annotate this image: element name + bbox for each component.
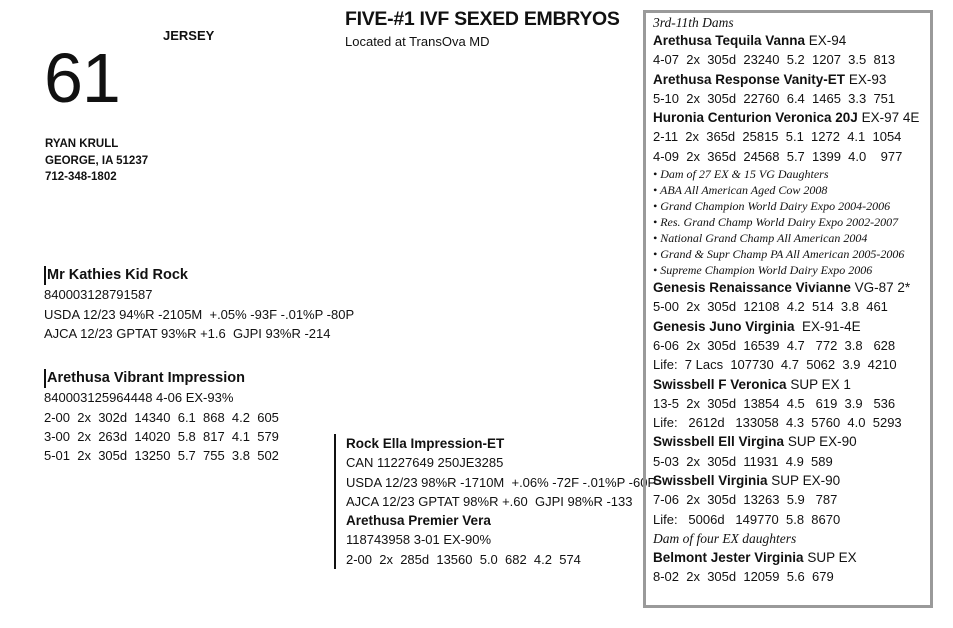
dam-block [44,369,279,465]
production-record: 4-07 2x 305d 23240 5.2 1207 3.5 813 [653,52,896,68]
ancestor-dam-classification: EX-97 4E [857,110,920,126]
dam-honor-note: • National Grand Champ All American 2004 [653,231,868,246]
ancestor-dam-name [653,317,930,336]
lot-title: FIVE-#1 IVF SEXED EMBRYOS [345,8,620,30]
ancestor-dam-name [653,108,930,127]
ancestor-dam-name [653,432,930,451]
ancestor-dam-classification: SUP EX [803,549,857,565]
ancestor-dam-classification: SUP EX 1 [786,376,851,392]
maternal-sire-name: Rock Ella Impression-ET [346,436,505,451]
maternal-dam-name: Arethusa Premier Vera [346,513,491,529]
maternal-sire-reg: CAN 11227649 250JE3285 [346,455,504,471]
ancestor-dam-name-text: Belmont Jester Virginia [653,549,804,565]
ancestor-dam-classification: EX-91-4E [794,318,861,334]
ancestor-dam-name-text: Swissbell Virginia [653,473,768,489]
ancestor-dam-classification: VG-87 2* [850,280,911,296]
production-record: Life: 5006d 149770 5.8 8670 [653,511,841,527]
consignor-block [45,136,148,186]
dam-honor-note: • Grand Champion World Dairy Expo 2004-2006 [653,199,891,214]
sire-usda-proof: USDA 12/23 94%R -2105M +.05% -93F -.01%P -80P [44,306,355,322]
ancestor-dam-name-text: Arethusa Tequila Vanna [653,33,806,48]
ancestor-dam-name-text: Genesis Juno Virginia [653,318,795,334]
dam-honor-note: • Res. Grand Champ World Dairy Expo 2002-2007 [653,215,899,230]
dam-honor-note: • ABA All American Aged Cow 2008 [653,183,828,198]
production-record: Life: 7 Lacs 107730 4.7 5062 3.9 4210 [653,357,897,373]
maternal-sire-ajca: AJCA 12/23 GPTAT 98%R +.60 GJPI 98%R -133 [346,493,633,509]
dams-list [653,31,930,587]
production-record: 5-10 2x 305d 22760 6.4 1465 3.3 751 [653,90,896,106]
ancestor-dam-classification: SUP EX-90 [784,434,857,450]
ancestor-dam-name-text: Swissbell Ell Virgina [653,434,785,450]
sire-ajca-proof: AJCA 12/23 GPTAT 93%R +1.6 GJPI 93%R -214 [44,325,331,341]
dam-record: 3-00 2x 263d 14020 5.8 817 4.1 579 [44,428,279,444]
ancestor-dam-classification: SUP EX-90 [767,473,841,489]
consignor-phone: 712-348-1802 [45,171,117,183]
ancestor-dam-name [653,70,930,89]
ancestor-dam-name-text: Arethusa Response Vanity-ET [653,71,846,87]
maternal-dam-record: 2-00 2x 285d 13560 5.0 682 4.2 574 [346,551,581,567]
ancestor-dam-name [653,471,930,490]
production-record: 6-06 2x 305d 16539 4.7 772 3.8 628 [653,337,896,353]
sire-block [44,266,354,343]
ancestor-dam-name [653,278,930,297]
ancestor-dam-name-text: Huronia Centurion Veronica 20J [653,110,858,126]
ancestor-dam-classification: EX-93 [845,71,887,87]
dam-record: 2-00 2x 302d 14340 6.1 868 4.2 605 [44,409,279,425]
dam-remark: Dam of four EX daughters [653,530,797,546]
dam-honor-note: • Dam of 27 EX & 15 VG Daughters [653,167,829,182]
sire-name: Mr Kathies Kid Rock [44,266,354,285]
lot-location: Located at TransOva MD [345,34,490,49]
breed-label: JERSEY [163,28,215,43]
maternal-block [334,434,656,569]
dams-box [643,10,933,608]
dam-record: 5-01 2x 305d 13250 5.7 755 3.8 502 [44,448,279,464]
production-record: 5-00 2x 305d 12108 4.2 514 3.8 461 [653,299,888,315]
production-record: 2-11 2x 365d 25815 5.1 1272 4.1 1054 [653,129,902,145]
dam-reg-number: 840003125964448 4-06 EX-93% [44,390,234,406]
sire-reg-number: 840003128791587 [44,287,153,303]
maternal-dam-reg: 118743958 3-01 EX-90% [346,532,492,548]
dams-box-heading: 3rd-11th Dams [653,15,734,30]
lot-number: 61 [44,39,120,117]
production-record: 4-09 2x 365d 24568 5.7 1399 4.0 977 [653,148,903,164]
production-record: 8-02 2x 305d 12059 5.6 679 [653,569,834,585]
ancestor-dam-name [653,31,930,50]
ancestor-dam-classification: EX-94 [805,33,847,48]
production-record: Life: 2612d 133058 4.3 5760 4.0 5293 [653,415,902,431]
dam-name: Arethusa Vibrant Impression [44,369,279,388]
production-record: 7-06 2x 305d 13263 5.9 787 [653,492,838,508]
consignor-name: RYAN KRULL [45,138,119,150]
production-record: 5-03 2x 305d 11931 4.9 589 [653,453,833,469]
dam-honor-note: • Supreme Champion World Dairy Expo 2006 [653,263,873,278]
ancestor-dam-name-text: Genesis Renaissance Vivianne [653,280,851,296]
ancestor-dam-name [653,548,930,567]
ancestor-dam-name-text: Swissbell F Veronica [653,376,787,392]
dam-honor-note: • Grand & Supr Champ PA All American 2005-2006 [653,247,905,262]
ancestor-dam-name [653,375,930,394]
consignor-city: GEORGE, IA 51237 [45,154,149,167]
maternal-sire-usda: USDA 12/23 98%R -1710M +.06% -72F -.01%P -60P [346,474,657,490]
production-record: 13-5 2x 305d 13854 4.5 619 3.9 536 [653,395,896,411]
